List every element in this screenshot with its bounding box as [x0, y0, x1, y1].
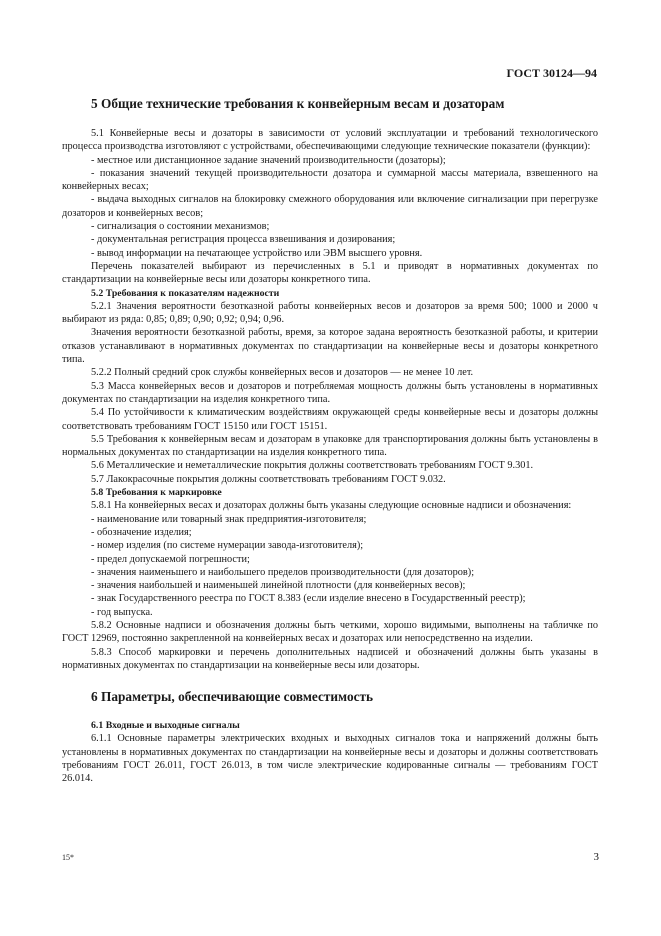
- paragraph: 5.7 Лакокрасочные покрытия должны соответствовать требованиям ГОСТ 9.032.: [91, 473, 446, 485]
- paragraph: 5.8.1 На конвейерных весах и дозаторах должны быть указаны следующие основные надписи и обозначения:: [91, 500, 572, 512]
- paragraph: 6.1.1 Основные параметры электрических входных и выходных сигналов тока и напряжений должны быть установлены в нормативных документах по стандартизации на конвейерные весы и дозаторы и должны соответствовать требованиям ГОСТ 26.011, ГОСТ 26.013, в том числе электрические кодированные сигналы — требованиям ГОСТ 26.014.: [62, 733, 598, 785]
- page-content: [62, 95, 598, 786]
- paragraph: 5.4 По устойчивости к климатическим воздействиям окружающей среды конвейерные весы и дозаторы должны соответствовать требованиям ГОСТ 15150 или ГОСТ 15151.: [62, 407, 598, 432]
- subsection-title: 5.8 Требования к маркировке: [91, 487, 222, 499]
- paragraph: 5.6 Металлические и неметаллические покрытия должны соответствовать требованиям ГОСТ 9.301.: [91, 460, 534, 472]
- list-item: - показания значений текущей производительности дозатора и суммарной массы материала, взвешенного на конвейерных весах;: [62, 167, 598, 193]
- paragraph: 5.8.2 Основные надписи и обозначения должны быть четкими, хорошо видимыми, выполнены на табличке по ГОСТ 12969, постоянно закрепленной на конвейерных весах и дозаторах или непосредственно на изделии.: [62, 619, 598, 645]
- section-6-title: 6 Параметры, обеспечивающие совместимость: [91, 689, 374, 705]
- list-item: - год выпуска.: [91, 606, 153, 618]
- list-item: - номер изделия (по системе нумерации завода-изготовителя);: [91, 540, 364, 552]
- paragraph: 5.8.3 Способ маркировки и перечень дополнительных надписей и обозначений должны быть указаны в нормативных документах по стандартизации на конвейерные весы или дозаторы.: [62, 646, 598, 671]
- paragraph: Перечень показателей выбирают из перечисленных в 5.1 и приводят в нормативных документах по стандартизации на конвейерные весы или дозаторы конкретного типа.: [62, 260, 598, 286]
- list-item: - значения наименьшего и наибольшего пределов производительности (для дозаторов);: [91, 566, 475, 578]
- list-item: - наименование или товарный знак предприятия-изготовителя;: [91, 513, 367, 525]
- paragraph: Значения вероятности безотказной работы, время, за которое задана вероятность безотказной работы, и критерии отказов устанавливают в нормативных документах по стандартизации на конвейерные весы и дозаторы конкретного типа.: [62, 327, 598, 366]
- subsection-title: 6.1 Входные и выходные сигналы: [91, 720, 240, 732]
- paragraph: 5.2.1 Значения вероятности безотказной работы конвейерных весов и дозаторов за время 500; 1000 и 2000 ч выбирают из ряда: 0,85; 0,89; 0,90; 0,92; 0,94; 0,96.: [62, 300, 598, 326]
- paragraph: 5.3 Масса конвейерных весов и дозаторов и потребляемая мощность должны быть установлены в нормативных документах по стандартизации на изделия конкретного типа.: [62, 380, 598, 405]
- standard-code: ГОСТ 30124—94: [506, 66, 597, 80]
- footer-mark: 15*: [62, 853, 74, 862]
- list-item: - обозначение изделия;: [91, 526, 192, 538]
- paragraph: 5.2.2 Полный средний срок службы конвейерных весов и дозаторов — не менее 10 лет.: [91, 367, 474, 379]
- page-number: 3: [593, 851, 599, 863]
- list-item: - вывод информации на печатающее устройство или ЭВМ высшего уровня.: [91, 247, 423, 259]
- list-item: - значения наибольшей и наименьшей линейной плотности (для конвейерных весов);: [91, 580, 466, 592]
- paragraph: 5.1 Конвейерные весы и дозаторы в зависимости от условий эксплуатации и требований технологического процесса производства изготовляют с устройствами, обеспечивающими следующие технические показатели (функции):: [62, 128, 598, 153]
- list-item: - знак Государственного реестра по ГОСТ 8.383 (если изделие внесено в Государственный реестр);: [91, 593, 526, 605]
- paragraph: 5.5 Требования к конвейерным весам и дозаторам в упаковке для транспортирования должны быть установлены в нормальных документах по стандартизации на изделия конкретного типа.: [62, 433, 598, 459]
- subsection-title: 5.2 Требования к показателям надежности: [91, 287, 280, 299]
- list-item: - выдача выходных сигналов на блокировку смежного оборудования или включение сигнализации при перегрузке дозаторов и конвейерных весов;: [62, 194, 598, 219]
- list-item: - документальная регистрация процесса взвешивания и дозирования;: [91, 234, 396, 246]
- list-item: - местное или дистанционное задание значений производительности (дозаторы);: [91, 154, 446, 166]
- section-5-title: 5 Общие технические требования к конвейерным весам и дозаторам: [91, 96, 505, 111]
- list-item: - предел допускаемой погрешности;: [91, 553, 250, 565]
- list-item: - сигнализация о состоянии механизмов;: [91, 221, 270, 233]
